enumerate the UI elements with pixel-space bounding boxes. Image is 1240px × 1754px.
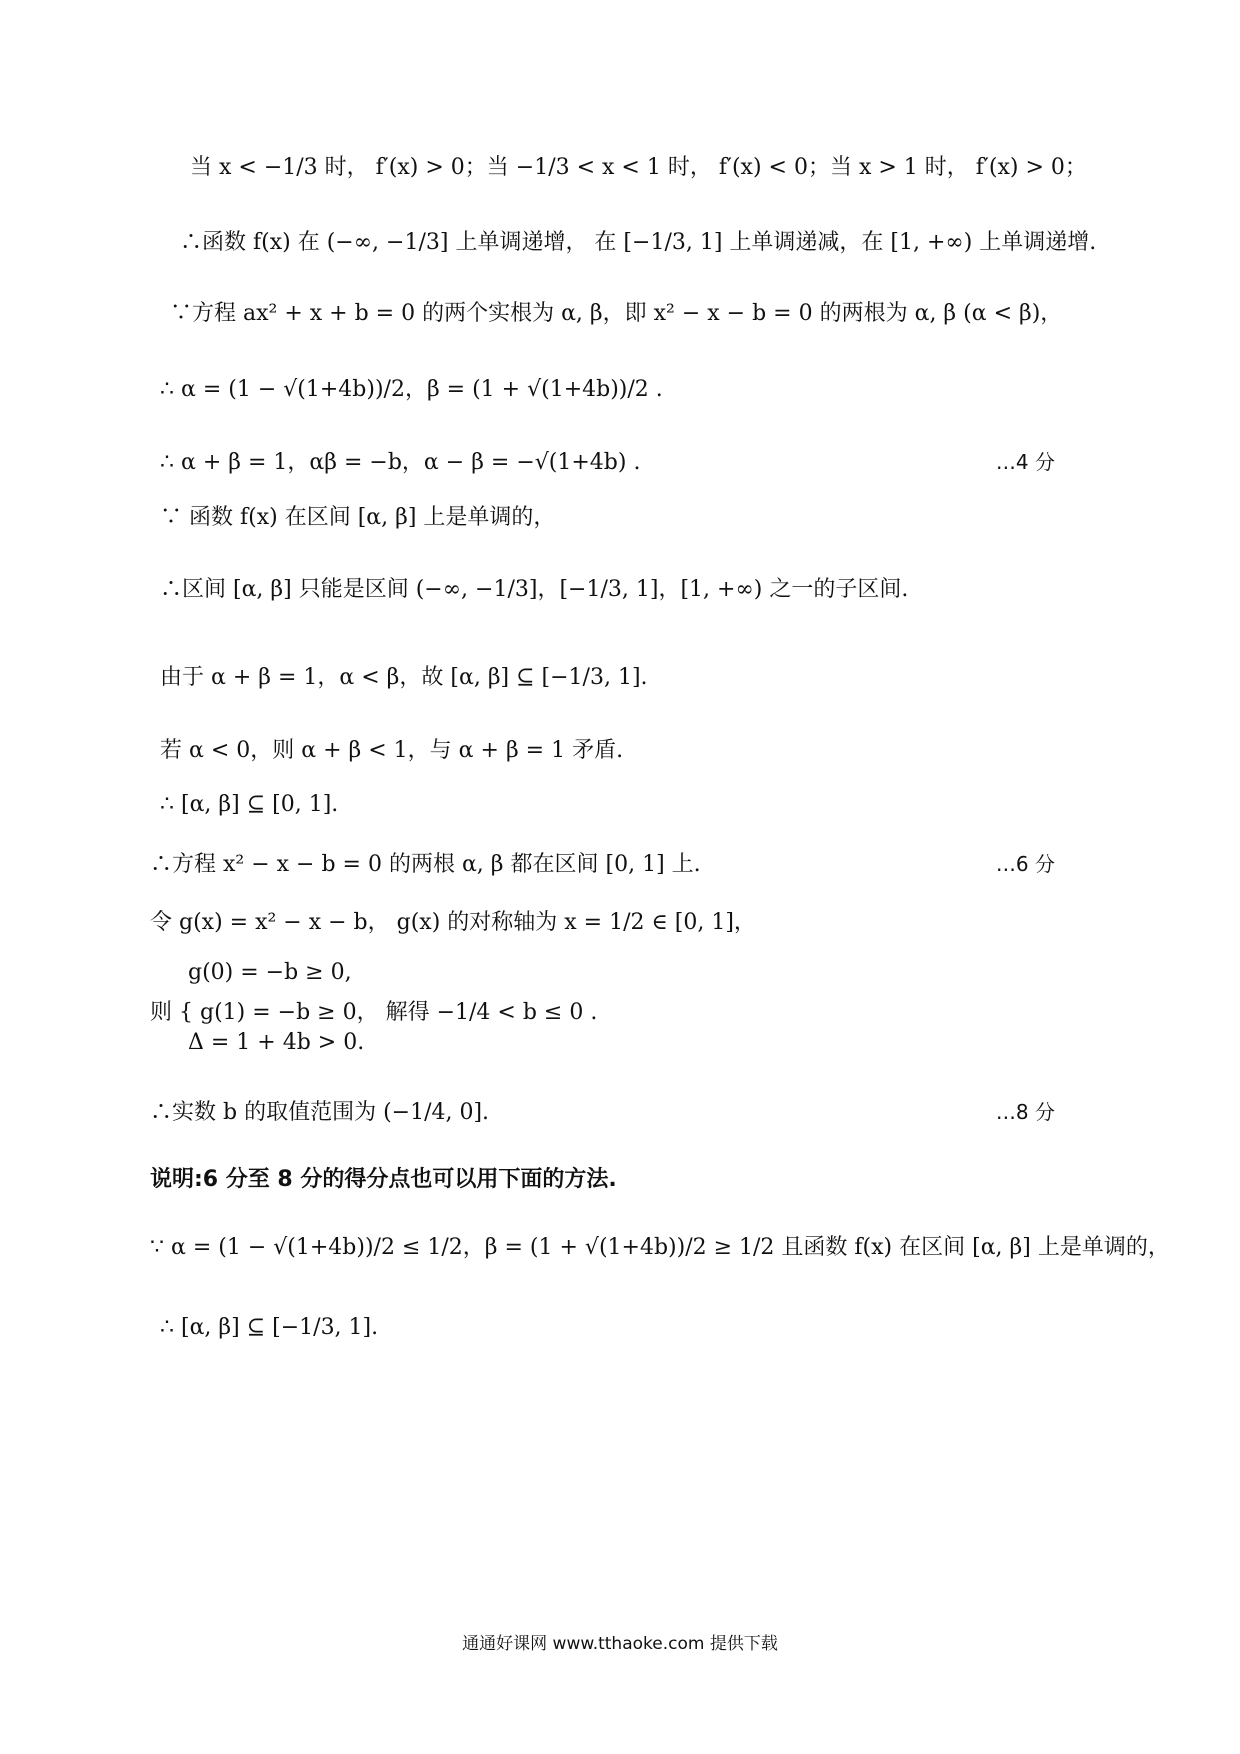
text-line-16: ∵ α = (1 − √(1+4b))/2 ≤ 1/2，β = (1 + √(1+4b))/2 ≥ 1/2 且函数 f(x) 在区间 [α, β] 上是单调的， (150, 1235, 1170, 1260)
text-line-11: ∴方程 x² − x − b = 0 的两根 α, β 都在区间 [0, 1] 上. (150, 852, 701, 877)
score-8: …8 分 (995, 1100, 1055, 1124)
text-line-14: ∴实数 b 的取值范围为 (−1/4, 0]. (150, 1100, 490, 1125)
page-footer: 通通好课网 www.tthaoke.com 提供下载 (462, 1634, 778, 1654)
note-heading: 说明:6 分至 8 分的得分点也可以用下面的方法. (150, 1167, 617, 1192)
text-line-1: 当 x < −1/3 时， f′(x) > 0；当 −1/3 < x < 1 时， f′(x) < 0；当 x > 1 时， f′(x) > 0； (190, 155, 1087, 180)
system-eq-1: g(0) = −b ≥ 0, (188, 960, 352, 985)
text-line-17: ∴ [α, β] ⊆ [−1/3, 1]. (160, 1315, 379, 1340)
text-line-3: ∵方程 ax² + x + b = 0 的两个实根为 α, β，即 x² − x − b = 0 的两根为 α, β (α < β)， (170, 301, 1063, 326)
text-line-2: ∴函数 f(x) 在 (−∞, −1/3] 上单调递增， 在 [−1/3, 1] 上单调递减，在 [1, +∞) 上单调递增. (180, 230, 1097, 255)
text-line-12: 令 g(x) = x² − x − b， g(x) 的对称轴为 x = 1/2 ∈ [0, 1]， (150, 910, 756, 935)
score-4: …4 分 (995, 450, 1055, 474)
system-line: 则 { g(1) = −b ≥ 0， 解得 −1/4 < b ≤ 0 . (150, 1000, 598, 1025)
text-line-5: ∴ α + β = 1，αβ = −b，α − β = −√(1+4b) . (160, 450, 641, 475)
text-line-9: 若 α < 0，则 α + β < 1，与 α + β = 1 矛盾. (160, 738, 624, 763)
text-line-7: ∴区间 [α, β] 只能是区间 (−∞, −1/3]，[−1/3, 1]，[1, +∞) 之一的子区间. (160, 577, 909, 602)
text-line-8: 由于 α + β = 1，α < β，故 [α, β] ⊆ [−1/3, 1]. (160, 665, 648, 690)
score-6: …6 分 (995, 852, 1055, 876)
text-line-10: ∴ [α, β] ⊆ [0, 1]. (160, 792, 339, 817)
text-line-6: ∵ 函数 f(x) 在区间 [α, β] 上是单调的， (160, 505, 556, 530)
system-eq-3: Δ = 1 + 4b > 0. (188, 1030, 365, 1055)
text-line-4: ∴ α = (1 − √(1+4b))/2，β = (1 + √(1+4b))/2 . (160, 377, 663, 402)
